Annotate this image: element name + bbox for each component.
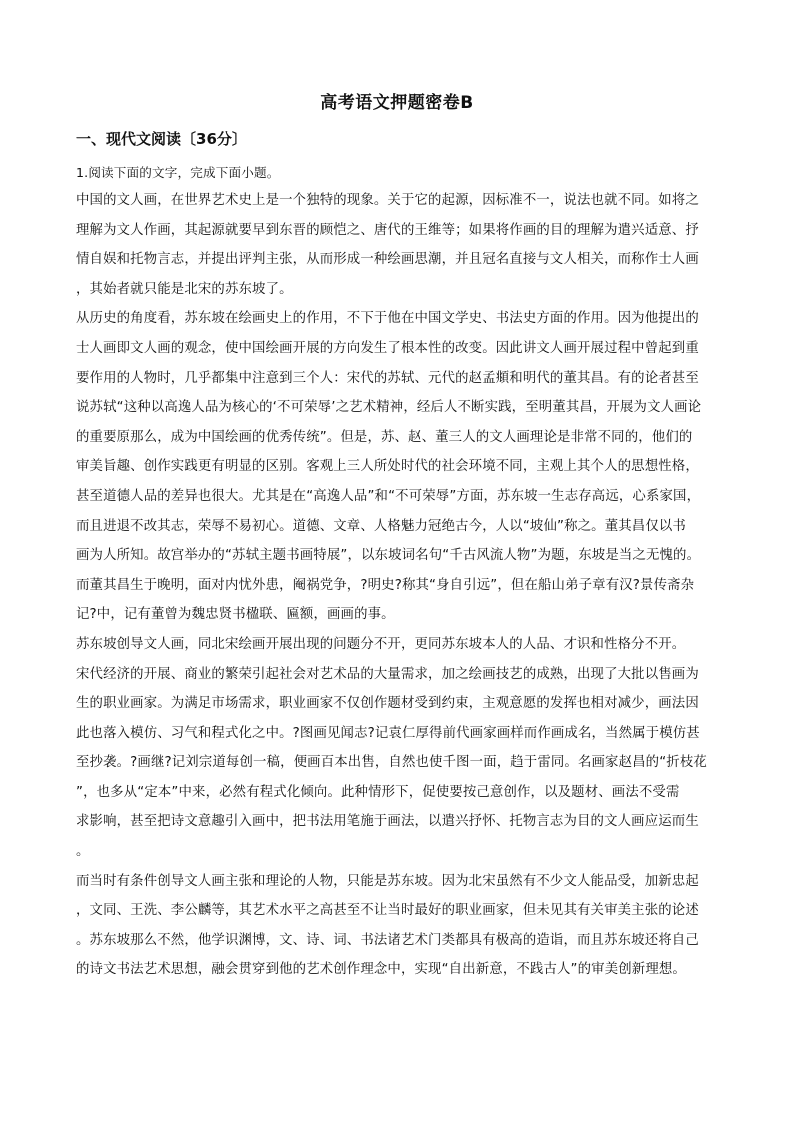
text-line: 此也落入模仿、习气和程式化之中。?图画见闻志?记袁仁厚得前代画家画样而作画成名，当然属于模仿甚 bbox=[76, 725, 700, 741]
exam-title: 高考语文押题密卷B bbox=[320, 93, 474, 113]
text-line: 画为人所知。故宫举办的“苏轼主题书画特展”，以东坡词名句“千古风流人物”为题，东坡是当之无愧的。 bbox=[76, 548, 701, 564]
text-line: 士人画即文人画的观念，使中国绘画开展的方向发生了根本性的改变。因此讲文人画开展过程中曾起到重 bbox=[76, 340, 699, 356]
text-line: 而且进退不改其志，荣辱不易初心。道德、文章、人格魅力冠绝古今，人以“坡仙”称之。董其昌仅以书 bbox=[76, 518, 686, 534]
question-instruction: 1.阅读下面的文字，完成下面小题。 bbox=[76, 165, 280, 180]
text-line: 至抄袭。?画继?记刘宗道每创一稿，便画百本出售，自然也使千图一面，趋于雷同。名画家赵昌的“折枝花 bbox=[76, 755, 707, 771]
text-line: 宋代经济的开展、商业的繁荣引起社会对艺术品的大量需求，加之绘画技艺的成熟，出现了大批以售画为 bbox=[76, 666, 699, 682]
text-line: 从历史的角度看，苏东坡在绘画史上的作用，不下于他在中国文学史、书法史方面的作用。因为他提出的 bbox=[76, 311, 699, 327]
text-line: ，其始者就只能是北宋的苏东坡了。 bbox=[76, 281, 293, 297]
text-line: 中国的文人画，在世界艺术史上是一个独特的现象。关于它的起源，因标准不一，说法也就不同。如将之 bbox=[76, 193, 699, 208]
text-line: 。苏东坡那么不然，他学识渊博，文、诗、词、书法诸艺术门类都具有极高的造诣，而且苏东坡还将自己 bbox=[76, 932, 699, 948]
text-line: 审美旨趣、创作实践更有明显的区别。客观上三人所处时代的社会环境不同，主观上其个人的思想性格， bbox=[76, 459, 699, 475]
text-line: 的诗文书法艺术思想，融会贯穿到他的艺术创作理念中，实现“自出新意，不践古人”的审美创新理想。 bbox=[76, 962, 686, 978]
text-line: 求影响，甚至把诗文意趣引入画中，把书法用笔施于画法，以遣兴抒怀、托物言志为目的文人画应运而生 bbox=[76, 814, 699, 830]
text-line: 。 bbox=[76, 844, 90, 860]
text-line: 的重要原那么，成为中国绘画的优秀传统”。但是，苏、赵、董三人的文人画理论是非常不同的，他们的 bbox=[76, 429, 693, 445]
text-line: 要作用的人物时，几乎都集中注意到三个人：宋代的苏轼、元代的赵孟頫和明代的董其昌。有的论者甚至 bbox=[76, 370, 699, 386]
text-line: 而当时有条件创导文人画主张和理论的人物，只能是苏东坡。因为北宋虽然有不少文人能品受，加新忠起 bbox=[76, 873, 699, 889]
text-line: 理解为文人作画，其起源就要早到东晋的顾恺之、唐代的王维等；如果将作画的目的理解为遣兴适意、抒 bbox=[76, 222, 699, 238]
text-line: 而董其昌生于晚明，面对内忧外患，阉祸党争，?明史?称其“身自引远”，但在船山弟子章有汉?景传斋杂 bbox=[76, 577, 695, 593]
passage-body bbox=[76, 160, 718, 985]
section-heading: 一、现代文阅读〔36分〕 bbox=[76, 130, 247, 148]
text-line: 甚至道德人品的差异也很大。尤其是在“高逸人品”和“不可荣辱”方面，苏东坡一生志存高远，心系家国， bbox=[76, 488, 701, 504]
text-line: ”，也多从“定本”中来，必然有程式化倾向。此种情形下，促使要按己意创作，以及题材、画法不受需 bbox=[76, 784, 680, 800]
text-line: 情自娱和托物言志，并提出评判主张，从而形成一种绘画思潮，并且冠名直接与文人相关，而称作士人画 bbox=[76, 252, 699, 268]
text-line: ，文同、王洗、李公麟等，其艺术水平之高甚至不让当时最好的职业画家，但未见其有关审美主张的论述 bbox=[76, 903, 699, 919]
text-line: 苏东坡创导文人画，同北宋绘画开展出现的问题分不开，更同苏东坡本人的人品、才识和性格分不开。 bbox=[76, 636, 686, 652]
text-line: 生的职业画家。为满足市场需求，职业画家不仅创作题材受到约束，主观意愿的发挥也相对减少，画法因 bbox=[76, 696, 699, 712]
text-line: 记?中，记有董曾为魏忠贤书楹联、匾额，画画的事。 bbox=[76, 607, 395, 623]
text-line: 说苏轼“这种以高逸人品为核心的‘不可荣辱’之艺术精神，经后人不断实践，至明董其昌，开展为文人画论 bbox=[76, 400, 702, 416]
